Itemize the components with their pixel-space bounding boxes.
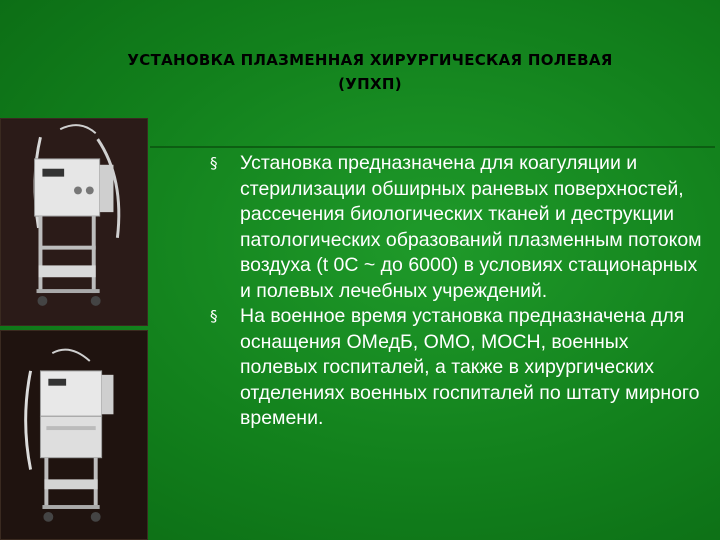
slide-title xyxy=(40,48,700,96)
bullet-marker-icon: § xyxy=(210,154,218,172)
plasma-unit-photo-front xyxy=(0,118,148,326)
title-divider xyxy=(150,146,715,148)
plasma-unit-side-illustration xyxy=(1,331,147,539)
plasma-unit-photo-side xyxy=(0,330,148,540)
slide-title-line-2: (УПХП) xyxy=(338,75,402,93)
bullet-list xyxy=(210,151,710,432)
bullet-text: Установка предназначена для коагуляции и стерилизации обширных раневых поверхностей, рассечения биологических тканей и деструкции патологических образований плазменным потоком воздуха (t 0С ~ до 6000) в условиях стационарных и полевых лечебных учреждений. xyxy=(240,152,702,302)
bullet-text: На военное время установка предназначена для оснащения ОМедБ, ОМО, МОСН, военных полевых госпиталей, а также в хирургических отделениях военных госпиталей по штату мирного времени. xyxy=(240,305,700,429)
bullet-item xyxy=(210,151,710,304)
plasma-unit-front-illustration xyxy=(1,119,147,325)
bullet-marker-icon: § xyxy=(210,307,218,325)
bullet-item xyxy=(210,304,710,432)
slide-title-line-1: УСТАНОВКА ПЛАЗМЕННАЯ ХИРУРГИЧЕСКАЯ ПОЛЕВАЯ xyxy=(127,51,613,69)
